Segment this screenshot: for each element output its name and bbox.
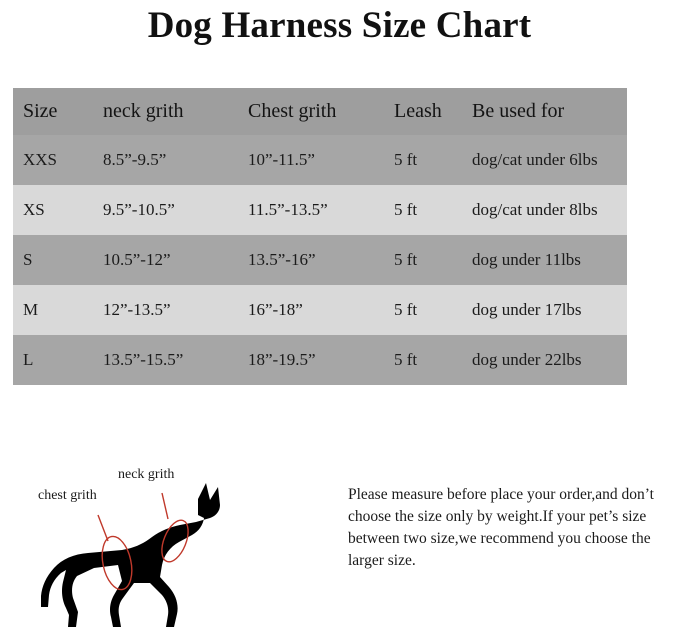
table-row [13,335,627,385]
page-title: Dog Harness Size Chart [147,5,532,46]
cell-leash: 5 ft [384,185,462,235]
column-header-leash: Leash [384,88,462,135]
chest-grith-label: chest grith [38,488,97,503]
measurement-note: Please measure before place your order,and don’t choose the size only by weight.If your pet’s size between two size,we recommend you choose the larger size. [348,486,654,569]
cell-be-used-for: dog under 11lbs [462,235,627,285]
table-body [13,135,627,385]
cell-chest-grith: 16”-18” [238,285,384,335]
cell-be-used-for: dog under 22lbs [462,335,627,385]
dog-silhouette-icon [41,483,220,627]
cell-size: M [13,285,93,335]
cell-leash: 5 ft [384,335,462,385]
table-header-row [13,88,627,135]
cell-size: XS [13,185,93,235]
cell-neck-grith: 10.5”-12” [93,235,238,285]
table-row [13,235,627,285]
table-row [13,135,627,185]
neck-grith-label: neck grith [118,467,175,482]
chest-grith-leader-line [98,515,108,541]
cell-be-used-for: dog under 17lbs [462,285,627,335]
cell-neck-grith: 12”-13.5” [93,285,238,335]
cell-be-used-for: dog/cat under 6lbs [462,135,627,185]
cell-leash: 5 ft [384,235,462,285]
cell-neck-grith: 13.5”-15.5” [93,335,238,385]
cell-leash: 5 ft [384,135,462,185]
measurement-figure [10,455,330,635]
cell-size: S [13,235,93,285]
size-chart-table [13,88,627,385]
cell-chest-grith: 18”-19.5” [238,335,384,385]
neck-grith-leader-line [162,493,168,519]
table-row [13,285,627,335]
cell-chest-grith: 11.5”-13.5” [238,185,384,235]
cell-chest-grith: 10”-11.5” [238,135,384,185]
cell-size: L [13,335,93,385]
cell-neck-grith: 9.5”-10.5” [93,185,238,235]
table-row [13,185,627,235]
cell-be-used-for: dog/cat under 8lbs [462,185,627,235]
cell-neck-grith: 8.5”-9.5” [93,135,238,185]
cell-leash: 5 ft [384,285,462,335]
cell-chest-grith: 13.5”-16” [238,235,384,285]
cell-size: XXS [13,135,93,185]
column-header-size: Size [13,88,93,135]
column-header-be-used-for: Be used for [462,88,627,135]
column-header-neck-grith: neck grith [93,88,238,135]
column-header-chest-grith: Chest grith [238,88,384,135]
table-header [13,88,627,135]
